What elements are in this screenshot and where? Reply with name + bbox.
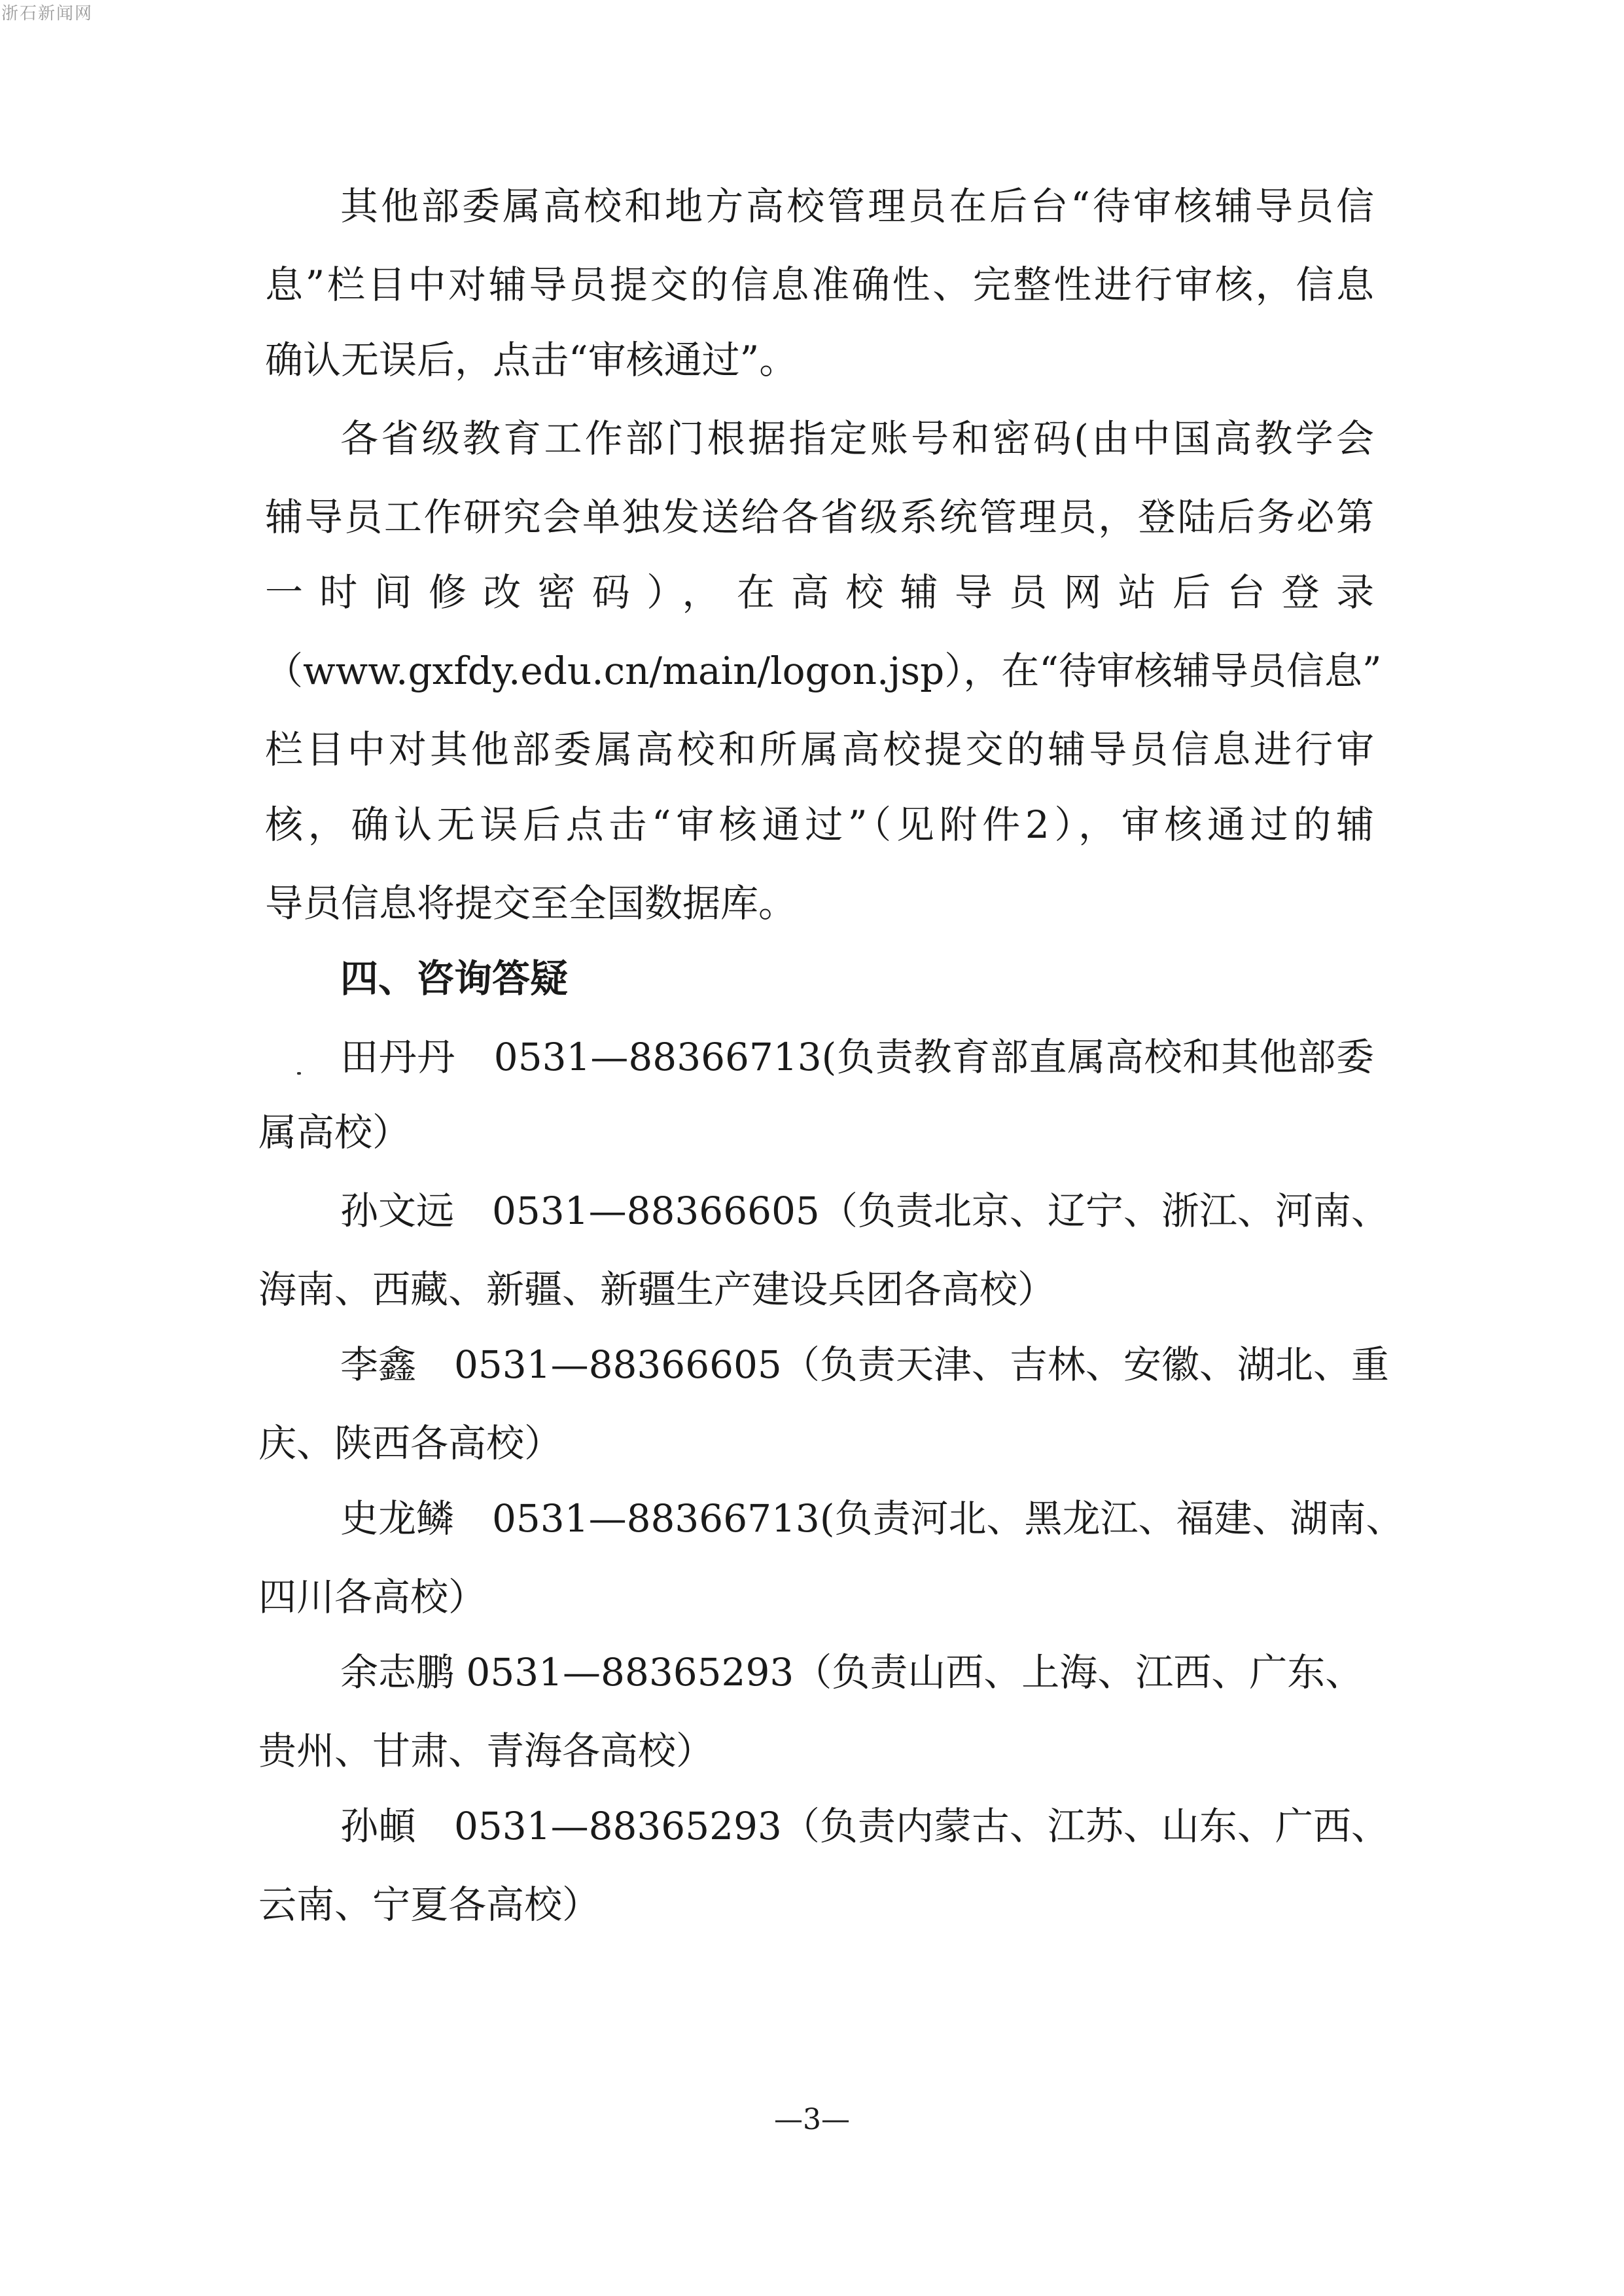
stray-mark	[297, 1072, 301, 1075]
paragraph-line: 各省级教育工作部门根据指定账号和密码(由中国高教学会	[340, 416, 1374, 461]
paragraph-line: 栏目中对其他部委属高校和所属高校提交的辅导员信息进行审	[265, 727, 1374, 772]
contact-line: 孙文远 0531—88366605（负责北京、辽宁、浙江、河南、	[340, 1189, 1389, 1233]
page-number: —3—	[774, 2103, 850, 2136]
watermark: 浙石新闻网	[1, 4, 94, 24]
paragraph-line: 辅导员工作研究会单独发送给各省级系统管理员，登陆后务必第	[265, 495, 1374, 539]
paragraph-line: 核，确认无误后点击“审核通过”（见附件2），审核通过的辅	[265, 802, 1374, 847]
contact-line: 贵州、甘肃、青海各高校）	[258, 1729, 715, 1773]
paragraph-line: （www.gxfdy.edu.cn/main/logon.jsp），在“待审核辅导员信息”	[265, 649, 1382, 693]
paragraph-line: 其他部委属高校和地方高校管理员在后台“待审核辅导员信	[340, 184, 1374, 228]
contact-line: 云南、宁夏各高校）	[258, 1882, 601, 1927]
contact-line: 余志鹏 0531—88365293（负责山西、上海、江西、广东、	[340, 1650, 1364, 1695]
paragraph-line: 一时间修改密码），在高校辅导员网站后台登录	[265, 570, 1374, 615]
contact-line: 属高校）	[258, 1110, 411, 1155]
contact-line: 四川各高校）	[258, 1575, 487, 1619]
contact-line: 李鑫 0531—88366605（负责天津、吉林、安徽、湖北、重	[340, 1342, 1389, 1387]
paragraph-line: 确认无误后，点击“审核通过”。	[265, 338, 798, 382]
paragraph-line: 息”栏目中对辅导员提交的信息准确性、完整性进行审核，信息	[265, 262, 1374, 307]
contact-line: 史龙鳞 0531—88366713(负责河北、黑龙江、福建、湖南、	[340, 1496, 1404, 1541]
section-heading: 四、咨询答疑	[340, 956, 569, 1001]
contact-line: 海南、西藏、新疆、新疆生产建设兵团各高校）	[258, 1267, 1056, 1312]
contact-line: 孙頔 0531—88365293（负责内蒙古、江苏、山东、广西、	[340, 1804, 1389, 1848]
contact-line: 庆、陕西各高校）	[258, 1421, 563, 1465]
contact-line: 田丹丹 0531—88366713(负责教育部直属高校和其他部委	[340, 1035, 1374, 1079]
paragraph-line: 导员信息将提交至全国数据库。	[265, 881, 797, 925]
